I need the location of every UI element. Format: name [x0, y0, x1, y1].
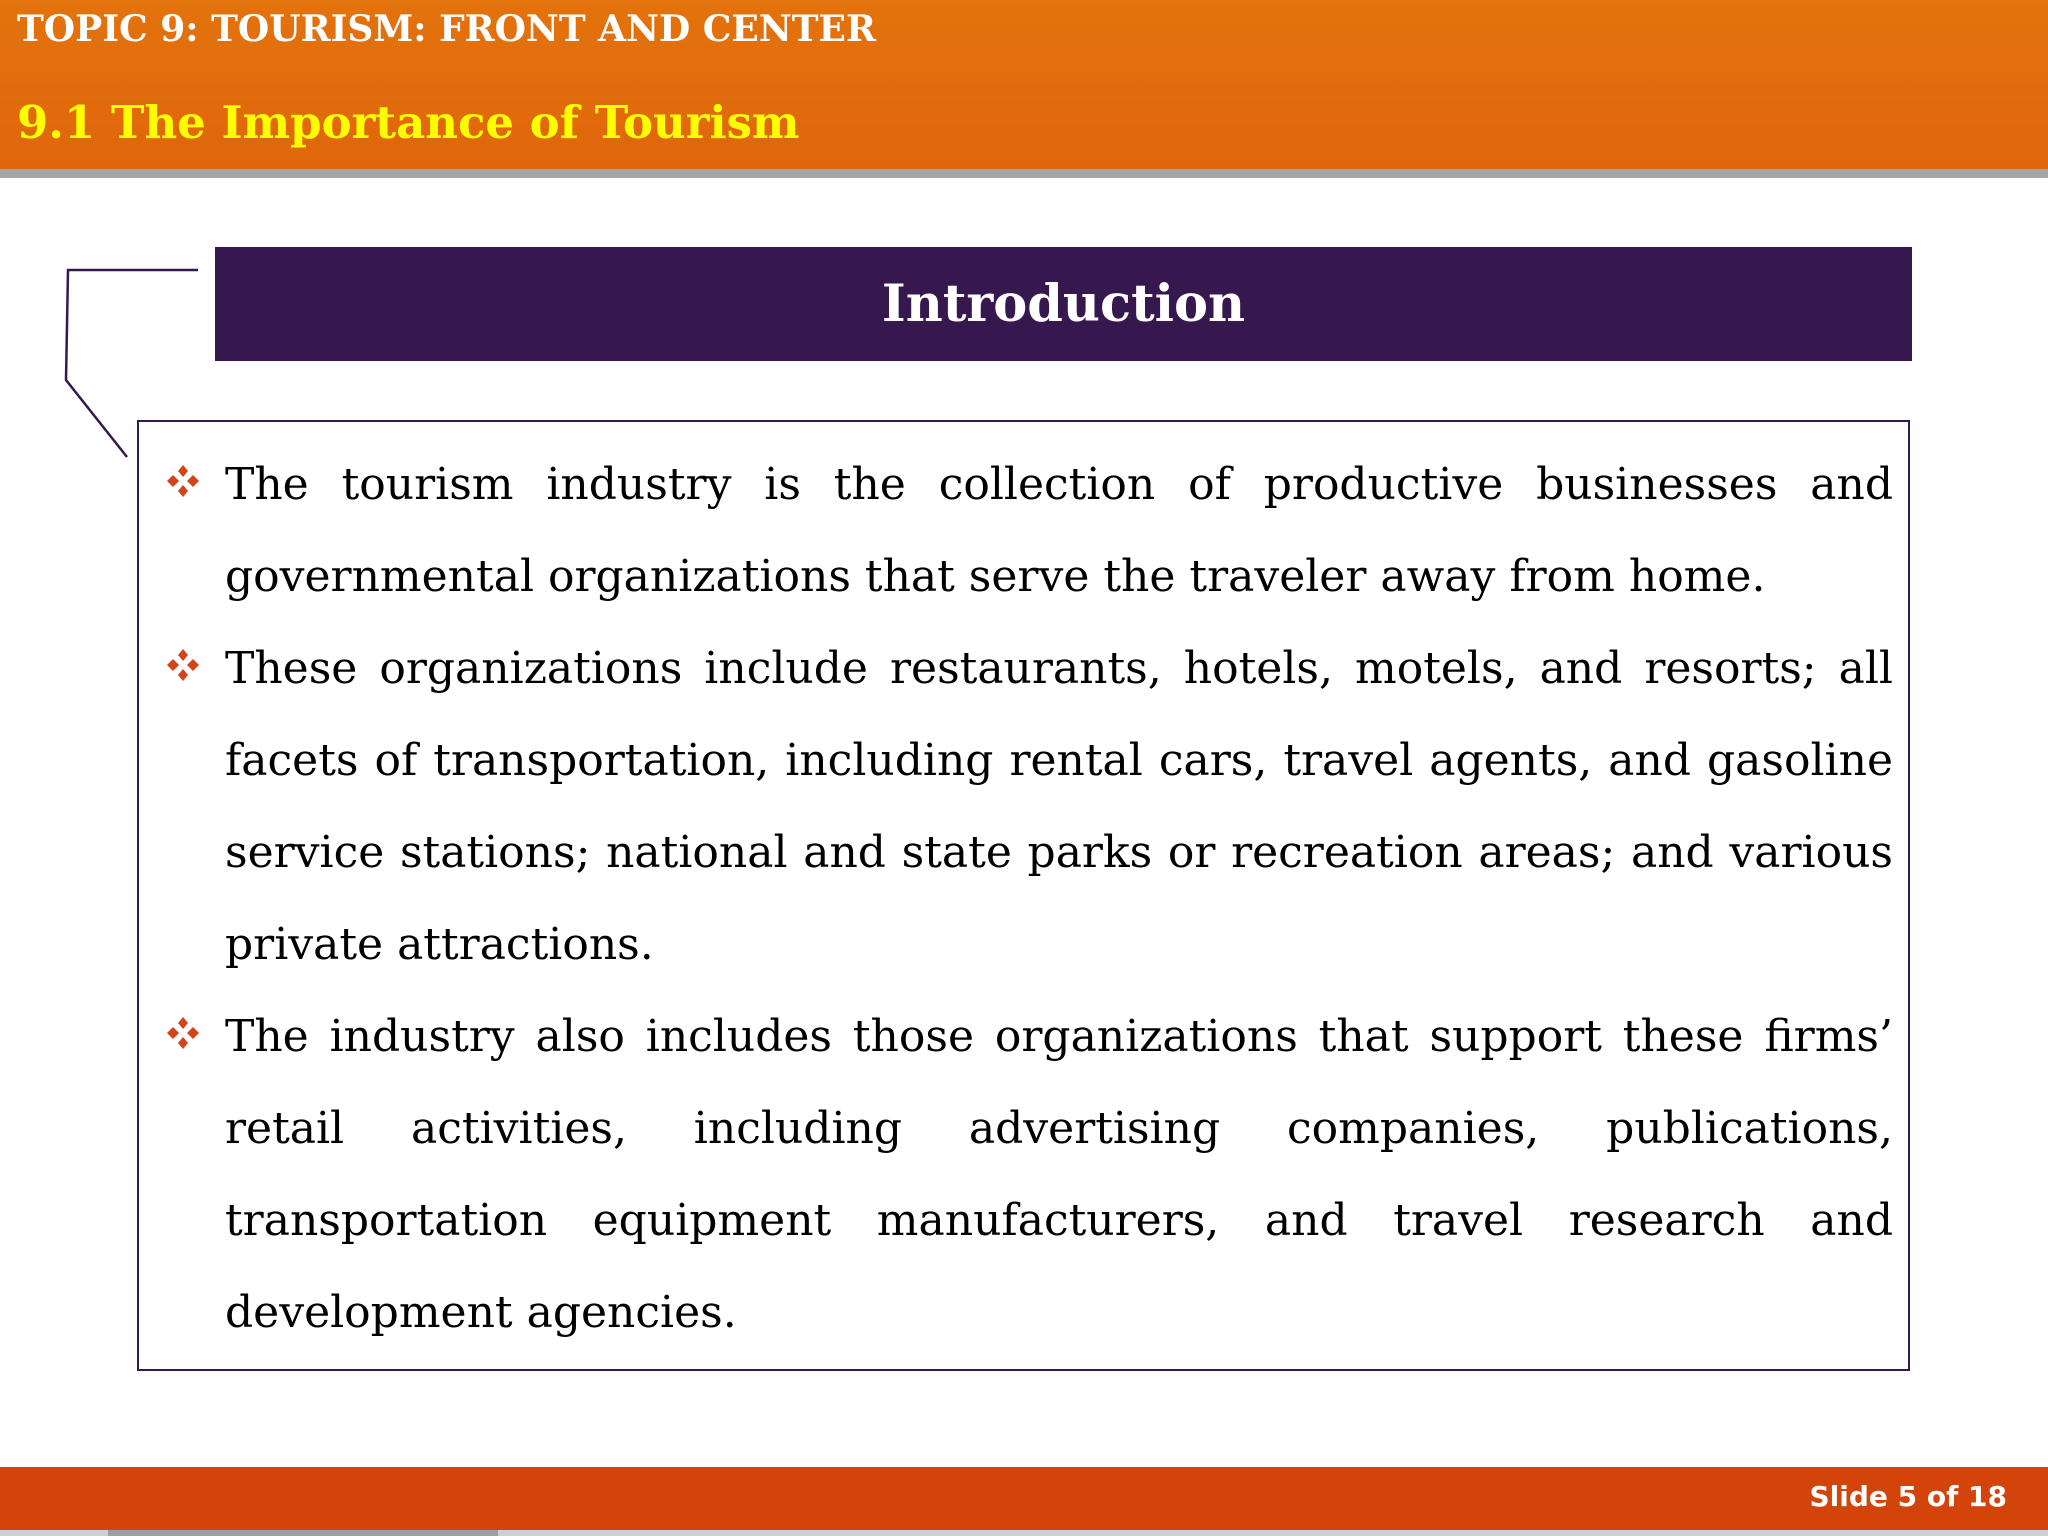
topic-heading: TOPIC 9: TOURISM: FRONT AND CENTER [17, 8, 876, 50]
section-title-bar [215, 247, 1912, 361]
diamond-bullet-icon [163, 461, 203, 501]
diamond-bullet-icon [163, 645, 203, 685]
header-band [0, 0, 2048, 169]
bullet-text: These organizations include restaurants, hotels, motels, and resorts; all facets of transportation, including rental cars, travel agents, and gasoline service stations; national and state parks or recreation areas; and various private attractions. [225, 643, 1893, 970]
footer-band [0, 1467, 2048, 1536]
bullet-text: The tourism industry is the collection of productive businesses and governmental organizations that serve the traveler away from home. [225, 459, 1893, 602]
section-title: Introduction [881, 274, 1246, 334]
diamond-bullet-icon [163, 1013, 203, 1053]
section-subtitle: 9.1 The Importance of Tourism [17, 96, 800, 149]
progress-bar [108, 1530, 498, 1536]
slide-counter: Slide 5 of 18 [1809, 1480, 2007, 1513]
header-divider [0, 169, 2048, 178]
content-box [137, 420, 1910, 1371]
bullet-text: The industry also includes those organizations that support these firms’ retail activities, including advertising companies, publications, transportation equipment manufacturers, and travel research and development agencies. [225, 1011, 1893, 1338]
